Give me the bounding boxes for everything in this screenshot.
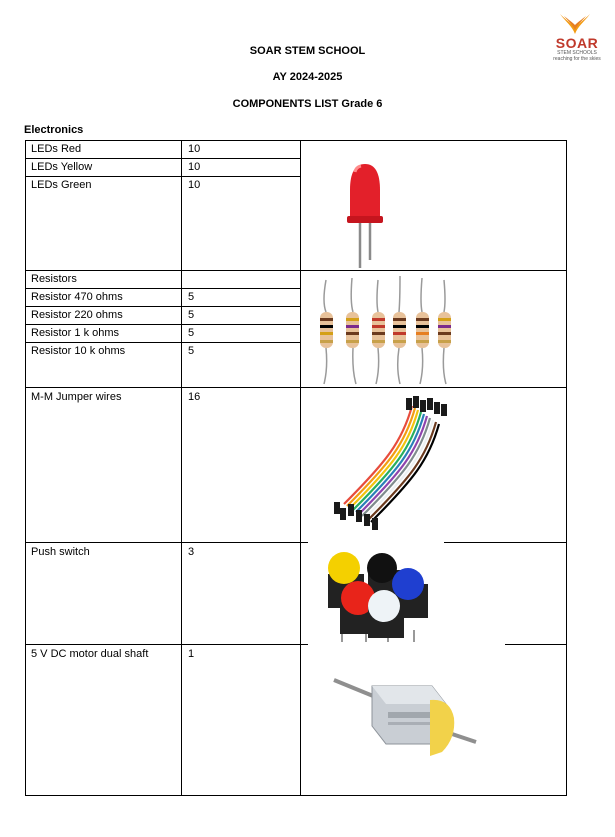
item-name: M-M Jumper wires [31, 391, 122, 403]
bird-icon [558, 12, 592, 36]
table-row-line [25, 140, 567, 141]
item-qty: 5 [188, 309, 195, 321]
item-qty: 16 [188, 391, 201, 403]
table-col-divider-2 [300, 140, 301, 795]
academic-year: AY 2024-2025 [272, 71, 343, 83]
item-qty: 10 [188, 179, 201, 191]
item-qty: 1 [188, 648, 195, 660]
item-name: LEDs Red [31, 143, 82, 155]
item-qty: 5 [188, 345, 195, 357]
item-qty: 10 [188, 161, 201, 173]
table-col-divider-1 [181, 140, 182, 795]
table-border-bottom [25, 795, 567, 796]
table-border-right [566, 140, 567, 795]
document-title: COMPONENTS LIST Grade 6 [232, 98, 383, 110]
table-row-line [505, 644, 567, 645]
item-name: Resistor 10 k ohms [31, 345, 126, 357]
item-name: Push switch [31, 546, 90, 558]
section-title: Electronics [24, 124, 84, 136]
dc-motor-photo [330, 664, 480, 768]
jumper-wires-photo [316, 392, 456, 534]
school-name: SOAR STEM SCHOOL [249, 45, 366, 57]
item-name: Resistor 1 k ohms [31, 327, 120, 339]
item-qty: 10 [188, 143, 201, 155]
soar-logo [546, 12, 608, 62]
logo-tagline: STEM SCHOOLS reaching for the skies [553, 50, 601, 62]
table-row-line [444, 542, 567, 543]
item-qty: 3 [188, 546, 195, 558]
push-switches-photo [322, 548, 434, 644]
logo-wordmark: SOAR [555, 35, 599, 51]
resistors-photo [312, 272, 462, 386]
item-name: LEDs Yellow [31, 161, 93, 173]
item-qty: 5 [188, 291, 195, 303]
item-name: 5 V DC motor dual shaft [31, 648, 149, 660]
table-row-line [25, 270, 567, 271]
red-led-photo [340, 158, 390, 270]
table-border-left [25, 140, 26, 795]
item-name: Resistors [31, 273, 77, 285]
item-name: Resistor 220 ohms [31, 309, 123, 321]
item-name: Resistor 470 ohms [31, 291, 123, 303]
item-qty: 5 [188, 327, 195, 339]
item-name: LEDs Green [31, 179, 92, 191]
